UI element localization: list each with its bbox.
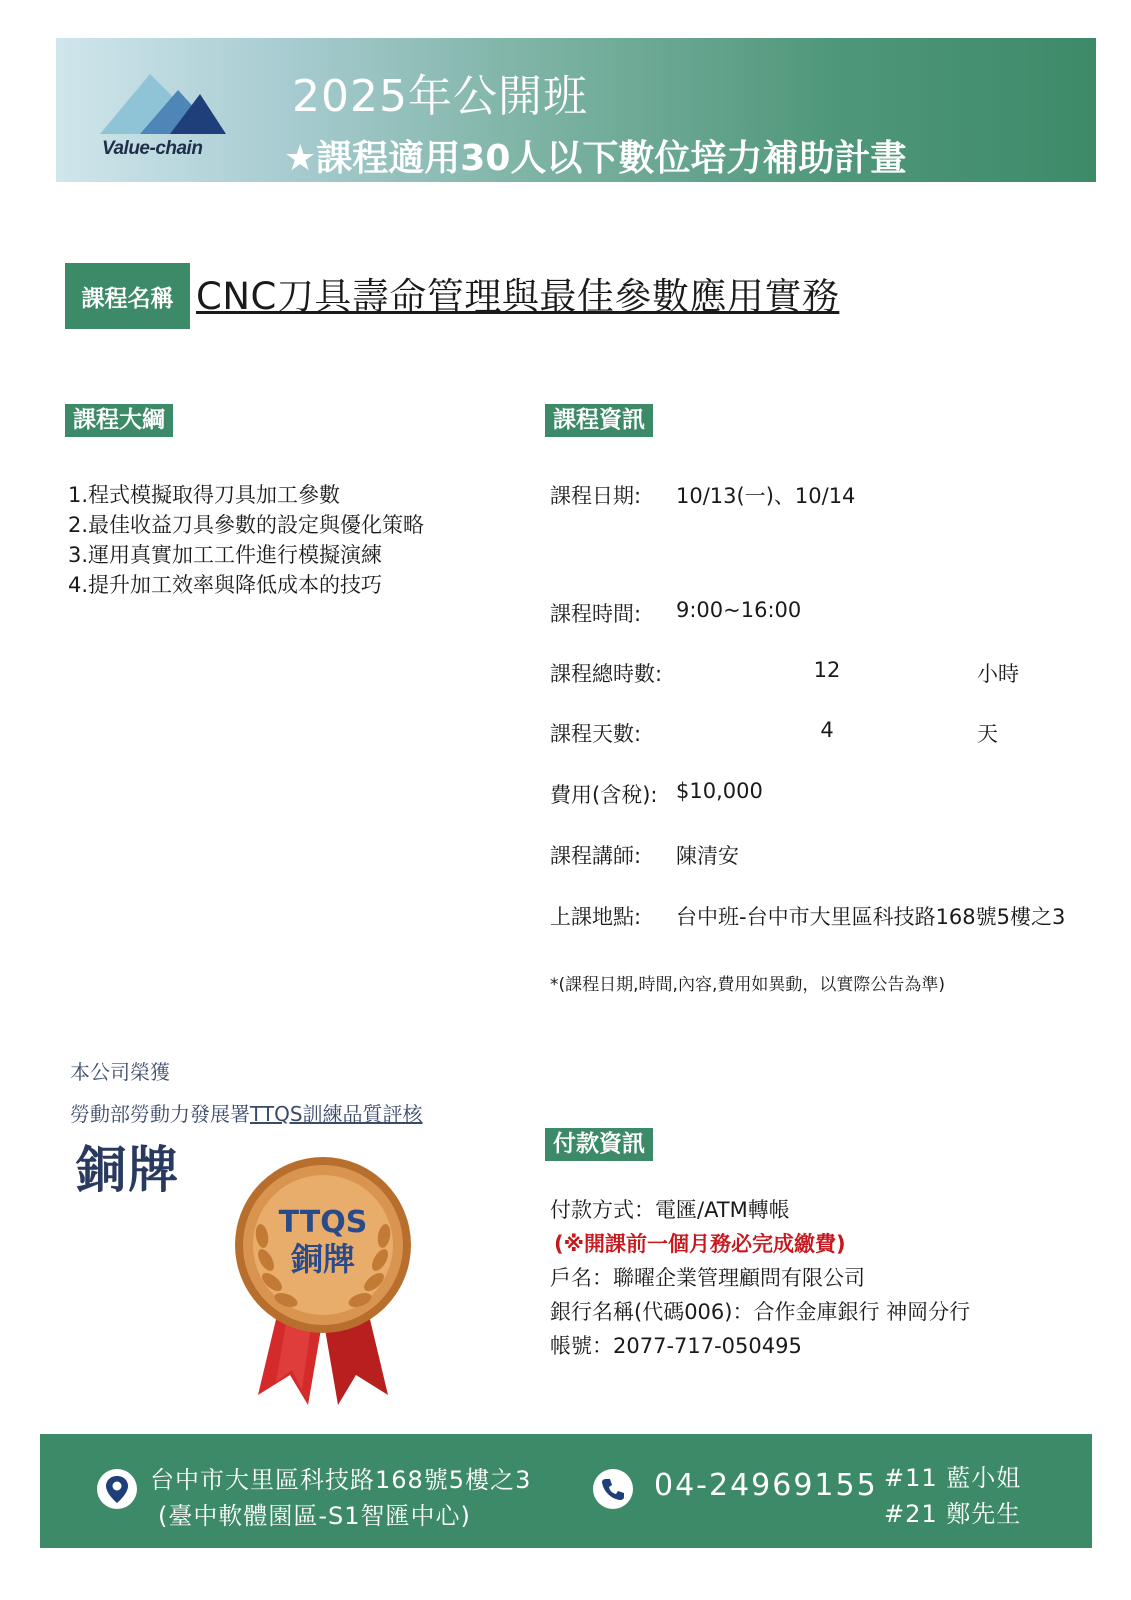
payment-warning: (※開課前一個月務必完成繳費) [554,1232,846,1256]
course-date-label: 課程日期: [550,484,642,508]
outline-item: 3.運用真實加工工件進行模擬演練 [68,543,383,567]
header-banner [56,38,1096,182]
medal-bronze-text: 銅牌 [290,1240,356,1278]
course-time-label: 課程時間: [550,602,642,626]
course-date-value: 10/13(一)、10/14 [676,484,856,508]
course-name-label: 課程名稱 [65,263,190,329]
phone-icon [592,1468,634,1510]
course-location-label: 上課地點: [550,905,642,929]
award-agency-prefix: 勞動部勞動力發展署 [70,1102,250,1126]
course-title: CNC刀具壽命管理與最佳參數應用實務 [196,275,840,318]
medal-ttqs-text: TTQS [278,1205,368,1240]
award-agency [70,1098,423,1127]
bronze-medal-icon [228,1150,418,1410]
logo-text: Value-chain [102,138,203,159]
footer-contact-1: #11 藍小姐 [884,1464,1022,1492]
outline-item: 2.最佳收益刀具參數的設定與優化策略 [68,513,425,537]
footer-contact-bar [40,1434,1092,1548]
course-days-value: 4 [820,718,834,742]
course-fee-value: $10,000 [676,779,763,803]
footer-phone: 04-24969155 [654,1468,878,1503]
outline-item: 4.提升加工效率與降低成本的技巧 [68,573,383,597]
course-days-label: 課程天數: [550,722,642,746]
payment-account-number: 帳號：2077-717-050495 [550,1334,802,1358]
banner-year-title: 2025年公開班 [292,71,588,122]
outline-item: 1.程式模擬取得刀具加工參數 [68,483,341,507]
payment-bank: 銀行名稱(代碼006)：合作金庫銀行 神岡分行 [550,1300,971,1324]
payment-account-name: 戶名：聯曜企業管理顧問有限公司 [550,1266,865,1290]
course-time-value: 9:00~16:00 [676,598,802,622]
outline-heading: 課程大綱 [65,404,173,437]
award-bronze-title: 銅牌 [76,1141,180,1199]
course-location-value: 台中班-台中市大里區科技路168號5樓之3 [676,905,1066,929]
course-fee-label: 費用(含稅): [550,783,658,807]
outline-list [68,480,424,600]
footer-address-line2: (臺中軟體園區-S1智匯中心) [158,1502,471,1530]
info-heading: 課程資訊 [545,404,653,437]
award-intro: 本公司榮獲 [70,1060,170,1084]
course-days-unit: 天 [977,722,998,746]
course-hours-label: 課程總時數: [550,662,663,686]
course-hours-value: 12 [813,658,841,682]
banner-subtitle: ★課程適用30人以下數位培力補助計畫 [284,138,907,179]
payment-method: 付款方式：電匯/ATM轉帳 [550,1198,790,1222]
footer-address-line1: 台中市大里區科技路168號5樓之3 [150,1466,532,1494]
location-pin-icon [96,1468,138,1510]
course-teacher-value: 陳清安 [676,844,739,868]
course-note: *(課程日期,時間,內容,費用如異動，以實際公告為準) [550,975,945,995]
footer-contact-2: #21 鄭先生 [884,1500,1022,1528]
award-ttqs-link: TTQS訓練品質評核 [250,1102,423,1126]
course-teacher-label: 課程講師: [550,844,642,868]
course-hours-unit: 小時 [977,662,1019,686]
payment-heading: 付款資訊 [545,1128,653,1161]
